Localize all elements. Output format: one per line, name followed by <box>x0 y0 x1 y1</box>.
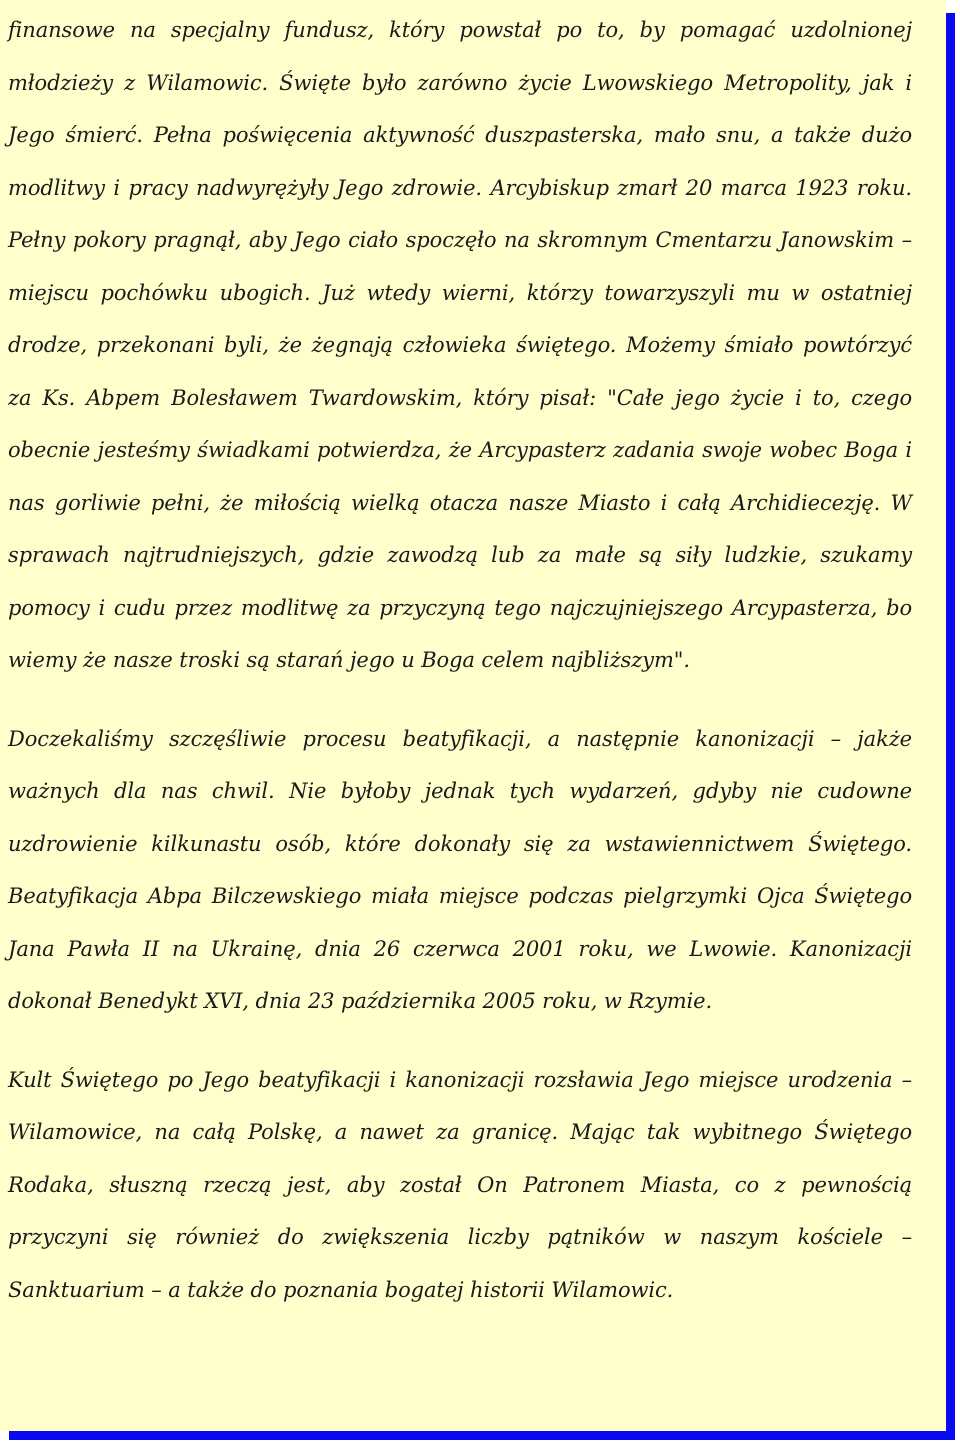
paragraph-2: Doczekaliśmy szczęśliwie procesu beatyfikacji, a następnie kanonizacji – jakże ważnych dla nas chwil. Nie byłoby jednak tych wydarzeń, gdyby nie cudowne uzdrowienie kilkunastu osób, które dokonały się za wstawiennictwem Świętego. Beatyfikacja Abpa Bilczewskiego miała miejsce podczas pielgrzymki Ojca Świętego Jana Pawła II na Ukrainę, dnia 26 czerwca 2001 roku, we Lwowie. Kanonizacji dokonał Benedykt XVI, dnia 23 października 2005 roku, w Rzymie. <box>8 726 912 1013</box>
paragraph-1: finansowe na specjalny fundusz, który powstał po to, by pomagać uzdolnionej młodzieży z Wilamowic. Święte było zarówno życie Lwowskiego Metropolity, jak i Jego śmierć. Pełna poświęcenia aktywność duszpasterska, mało snu, a także dużo modlitwy i pracy nadwyrężyły Jego zdrowie. Arcybiskup zmarł 20 marca 1923 roku. Pełny pokory pragnął, aby Jego ciało spoczęło na skromnym Cmentarzu Janowskim – miejscu pochówku ubogich. Już wtedy wierni, którzy towarzyszyli mu w ostatniej drodze, przekonani byli, że żegnają człowieka świętego. Możemy śmiało powtórzyć za Ks. Abpem Bolesławem Twardowskim, który pisał: "Całe jego życie i to, czego obecnie jesteśmy świadkami potwierdza, że Arcypasterz zadania swoje wobec Boga i nas gorliwie pełni, że miłością wielką otacza nasze Miasto i całą Archidiecezję. W sprawach najtrudniejszych, gdzie zawodzą lub za małe są siły ludzkie, szukamy pomocy i cudu przez modlitwę za przyczyną tego najczujniejszego Arcypasterza, bo wiemy że nasze troski są starań jego u Boga celem najbliższym". <box>8 18 912 672</box>
paragraph-3: Kult Świętego po Jego beatyfikacji i kanonizacji rozsławia Jego miejsce urodzenia – Wilamowice, na całą Polskę, a nawet za granicę. Mając tak wybitnego Świętego Rodaka, słuszną rzeczą jest, aby został On Patronem Miasta, co z pewnością przyczyni się również do zwiększenia liczby pątników w naszym kościele – Sanktuarium – a także do poznania bogatej historii Wilamowic. <box>8 1067 912 1302</box>
